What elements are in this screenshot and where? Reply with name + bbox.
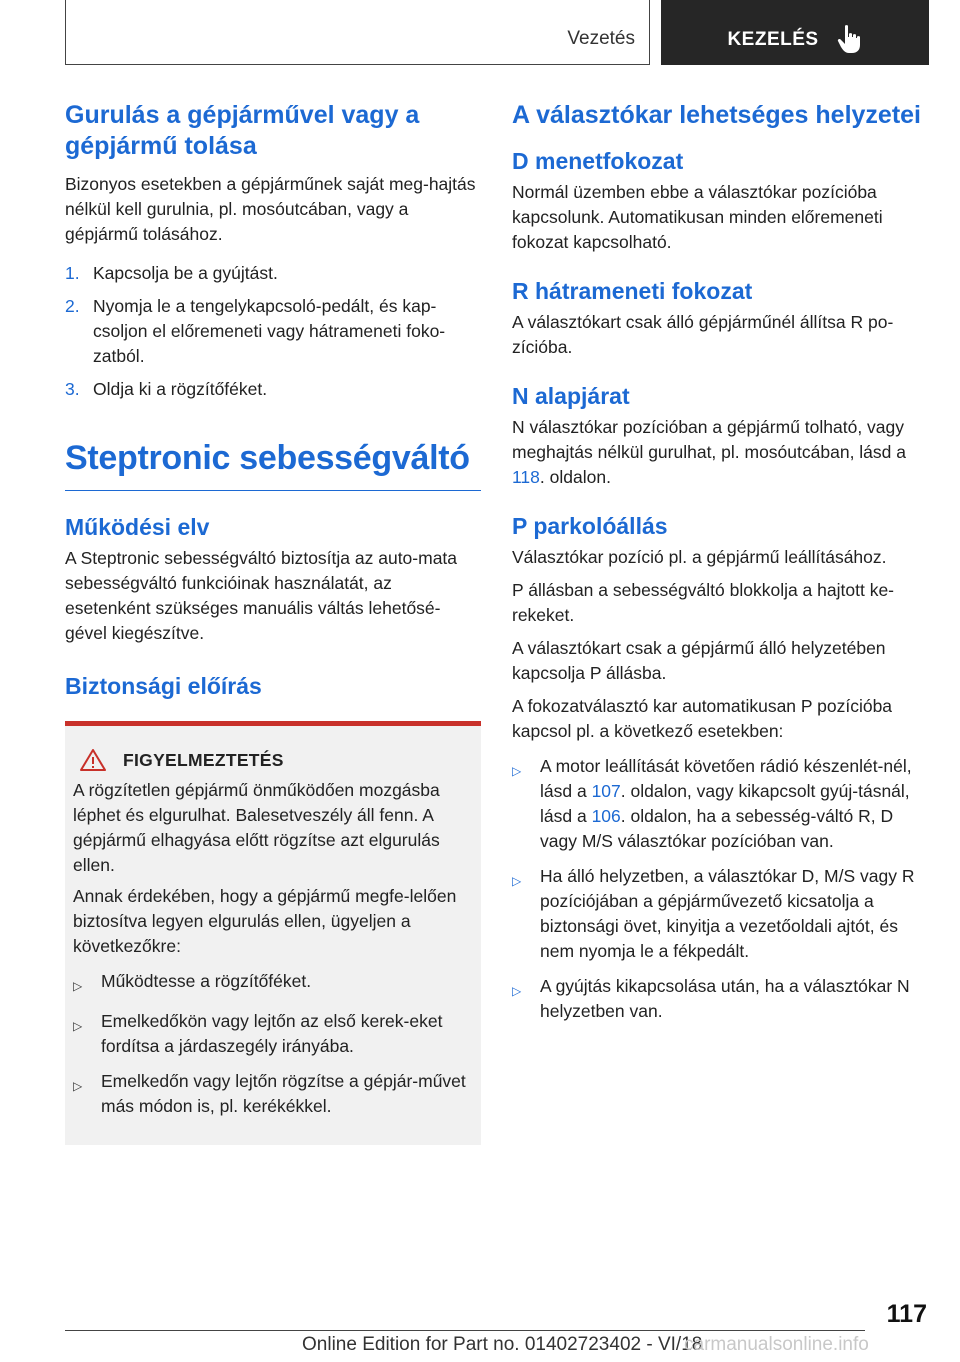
text-part: . oldalon, ha a sebesség-váltó R, D vagy M/S választókar pozícióban van. xyxy=(540,806,894,851)
auto-p-list xyxy=(512,754,930,1024)
list-item-text: A gyújtás kikapcsolása után, ha a választókar N helyzetben van. xyxy=(540,976,910,1021)
principle-heading: Működési elv xyxy=(65,514,210,540)
warning-header xyxy=(79,748,473,772)
page-link[interactable]: 107 xyxy=(591,781,621,801)
n-text-part: . oldalon. xyxy=(539,467,611,487)
list-item-text: Ha álló helyzetben, a választókar D, M/S vagy R pozíciójában a gépjárművezető kicsatolja a biztonsági övet, kinyitja a vezetőoldali ajtót, és nem nyomja le a fékpedált. xyxy=(540,866,915,961)
warning-title: FIGYELMEZTETÉS xyxy=(123,749,284,770)
triangle-bullet-icon: ▷ xyxy=(73,979,83,993)
page-number: 117 xyxy=(886,1300,927,1328)
triangle-bullet-icon: ▷ xyxy=(512,874,522,888)
d-heading: D menetfokozat xyxy=(512,148,684,174)
n-text xyxy=(512,415,930,490)
steptronic-heading: Steptronic sebességváltó xyxy=(65,439,470,477)
text-part: . oldalon, vagy kikapcsolt gyúj-tásnál, lásd a xyxy=(540,781,910,826)
list-item xyxy=(73,1069,473,1119)
step-text: Nyomja le a tengelykapcsoló-pedált, és kap-csoljon el előremeneti vagy hátrameneti foko-zatból. xyxy=(93,296,446,366)
triangle-bullet-icon: ▷ xyxy=(73,1019,83,1033)
triangle-bullet-icon: ▷ xyxy=(512,764,522,778)
p-text-2: P állásban a sebességváltó blokkolja a hajtott ke-rekeket. xyxy=(512,580,895,625)
warning-text-1: A rögzítetlen gépjármű önműködően mozgásba léphet és elgurulhat. Balesetveszély áll fenn. A gépjármű elhagyása előtt rögzítse azt elgurulás ellen. xyxy=(73,780,440,875)
list-item-text: Működtesse a rögzítőféket. xyxy=(101,971,312,991)
step-item xyxy=(65,294,481,369)
chapter-tab-label: KEZELÉS xyxy=(727,28,819,50)
header-frame xyxy=(65,0,650,65)
list-item xyxy=(512,754,930,854)
step-number: 2. xyxy=(65,296,80,316)
rolling-heading: Gurulás a gépjárművel vagy a gépjármű tolása xyxy=(65,101,420,160)
footer-rule xyxy=(65,1330,865,1331)
list-item xyxy=(73,969,473,999)
list-item-text: Emelkedőn vagy lejtőn rögzítse a gépjár-művet más módon is, pl. kerékékkel. xyxy=(101,1071,466,1116)
right-column xyxy=(512,100,930,1034)
p-text-4: A fokozatválasztó kar automatikusan P pozícióba kapcsol pl. a következő esetekben: xyxy=(512,696,893,741)
warning-box xyxy=(65,721,481,1145)
n-text-part: N választókar pozícióban a gépjármű tolható, vagy meghajtás nélkül gurulhat, pl. mosóutcában, lásd a xyxy=(512,417,906,462)
list-item xyxy=(512,864,930,964)
p-heading: P parkolóállás xyxy=(512,513,668,539)
step-text: Oldja ki a rögzítőféket. xyxy=(93,379,268,399)
triangle-bullet-icon: ▷ xyxy=(73,1079,83,1093)
rolling-steps xyxy=(65,261,481,402)
warning-triangle-icon xyxy=(79,748,107,772)
principle-text: A Steptronic sebességváltó biztosítja az auto-mata sebességváltó funkcióinak használatát, az esetenként szükséges manuális váltás lehetősé-gével kiegészítve. xyxy=(65,548,458,643)
hand-pointer-icon xyxy=(837,24,863,54)
section-title: Vezetés xyxy=(567,28,635,49)
triangle-bullet-icon: ▷ xyxy=(512,984,522,998)
r-text: A választókart csak álló gépjárműnél állítsa R po-zícióba. xyxy=(512,312,894,357)
warning-list xyxy=(73,969,473,1119)
step-item xyxy=(65,261,481,286)
step-text: Kapcsolja be a gyújtást. xyxy=(93,263,278,283)
page-link[interactable]: 106 xyxy=(591,806,621,826)
step-item xyxy=(65,377,481,402)
list-item xyxy=(73,1009,473,1059)
list-item-text xyxy=(540,754,930,854)
safety-heading: Biztonsági előírás xyxy=(65,673,262,699)
left-column xyxy=(65,100,481,1145)
n-heading: N alapjárat xyxy=(512,383,630,409)
positions-heading: A választókar lehetséges helyzetei xyxy=(512,101,921,129)
warning-text-2: Annak érdekében, hogy a gépjármű megfe-lelően biztosítva legyen elgurulás ellen, ügyeljen a következőkre: xyxy=(73,886,457,956)
p-text-1: Választókar pozíció pl. a gépjármű leállításához. xyxy=(512,547,887,567)
step-number: 3. xyxy=(65,379,80,399)
rolling-intro: Bizonyos esetekben a gépjárműnek saját meg-hajtás nélkül kell gurulnia, pl. mosóutcában, vagy a gépjármű tolásához. xyxy=(65,174,476,244)
edition-text: Online Edition for Part no. 01402723402 - VI/18 xyxy=(302,1334,703,1355)
heading-rule xyxy=(65,490,481,491)
list-item xyxy=(512,974,930,1024)
chapter-tab[interactable] xyxy=(661,0,929,65)
list-item-text: Emelkedőkön vagy lejtőn az első kerek-eket fordítsa a járdaszegély irányába. xyxy=(101,1011,443,1056)
p-text-3: A választókart csak a gépjármű álló helyzetében kapcsolja P állásba. xyxy=(512,638,886,683)
page-header xyxy=(0,0,960,66)
watermark-text: carmanualsonline.info xyxy=(684,1334,869,1355)
r-heading: R hátrameneti fokozat xyxy=(512,278,753,304)
step-number: 1. xyxy=(65,263,80,283)
page-link[interactable]: 118 xyxy=(512,467,540,487)
text-part: A motor leállítását követően rádió készenlét-nél, lásd a xyxy=(540,756,912,801)
d-text: Normál üzemben ebbe a választókar pozícióba kapcsolunk. Automatikusan minden előremeneti fokozat kapcsolható. xyxy=(512,182,883,252)
